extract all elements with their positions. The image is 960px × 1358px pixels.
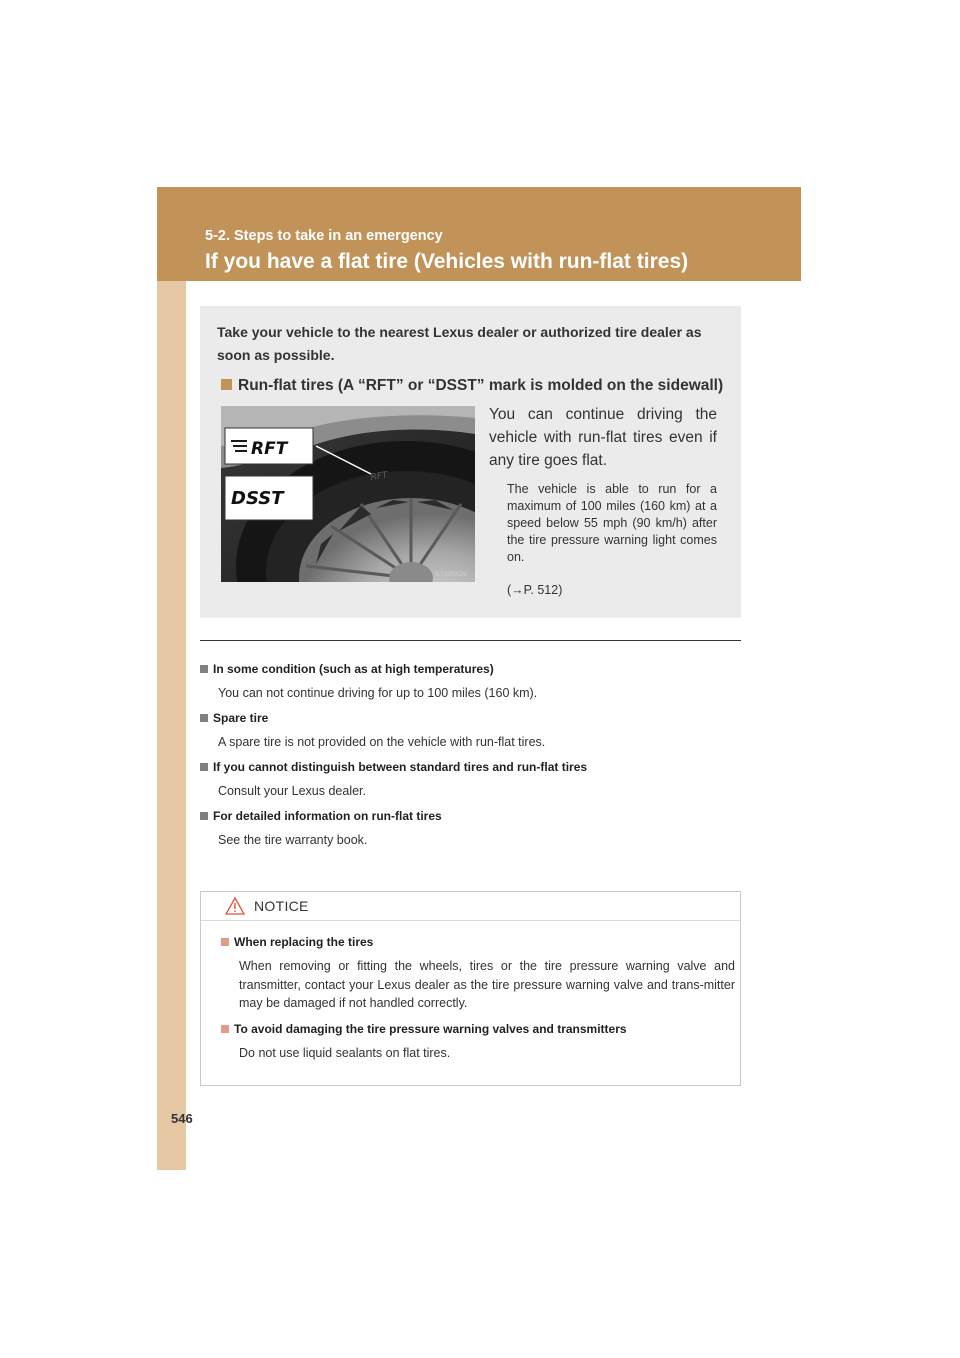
square-bullet-icon — [221, 379, 232, 390]
note-item — [200, 758, 741, 800]
chapter-header — [157, 187, 801, 281]
note-title: In some condition (such as at high temperatures) — [213, 662, 494, 676]
page-title: If you have a flat tire (Vehicles with run-flat tires) — [205, 250, 689, 273]
rft-badge-text: RFT — [251, 439, 288, 459]
note-text: See the tire warranty book. — [218, 833, 368, 847]
note-text: A spare tire is not provided on the vehicle with run-flat tires. — [218, 735, 546, 749]
sub-text: The vehicle is able to run for a maximum of 100 miles (160 km) at a speed below 55 mph (90 km/h) after the tire pressure warning light comes on. — [507, 482, 717, 564]
square-bullet-icon — [200, 665, 208, 673]
side-strip — [157, 187, 186, 1170]
box-heading — [221, 377, 723, 395]
square-bullet-icon — [221, 938, 229, 946]
notice-item-title: When replacing the tires — [234, 935, 374, 949]
note-text: You can not continue driving for up to 100 miles (160 km). — [218, 686, 538, 700]
notice-content — [201, 933, 740, 1069]
tire-figure — [221, 406, 475, 582]
notice-box — [200, 891, 741, 1086]
square-bullet-icon — [200, 812, 208, 820]
tire-illustration — [221, 406, 475, 582]
body-text: You can continue driving the vehicle with run-flat tires even if any tire goes flat. — [489, 406, 717, 469]
note-item — [200, 807, 741, 849]
notice-item-text: When removing or fitting the wheels, tires or the tire pressure warning valve and transmitter, contact your Lexus dealer as the tire pressure warning valve and trans-mitter may be damaged if not handled correctly. — [239, 959, 735, 1010]
page-reference: (→P. 512) — [507, 583, 563, 597]
square-bullet-icon — [221, 1025, 229, 1033]
notice-item — [201, 1020, 740, 1063]
note-title: For detailed information on run-flat tires — [213, 809, 442, 823]
square-bullet-icon — [200, 763, 208, 771]
note-item — [200, 709, 741, 751]
divider — [200, 640, 741, 641]
notes-list — [200, 660, 741, 856]
intro-text: Take your vehicle to the nearest Lexus dealer or authorized tire dealer as soon as possible. — [217, 324, 702, 363]
square-bullet-icon — [200, 714, 208, 722]
notice-item — [201, 933, 740, 1013]
note-title: If you cannot distinguish between standard tires and run-flat tires — [213, 760, 588, 774]
notice-header — [201, 892, 740, 921]
box-heading-text: Run-flat tires (A “RFT” or “DSST” mark is molded on the sidewall) — [238, 377, 724, 394]
warning-icon — [225, 897, 245, 915]
svg-text:RFT: RFT — [370, 470, 389, 483]
note-title: Spare tire — [213, 711, 269, 725]
note-text: Consult your Lexus dealer. — [218, 784, 367, 798]
figure-code: ILY52S029 — [435, 571, 467, 578]
notice-label: NOTICE — [254, 898, 309, 914]
notice-item-text: Do not use liquid sealants on flat tires. — [239, 1045, 451, 1060]
note-item — [200, 660, 741, 702]
page-number: 546 — [171, 1111, 193, 1126]
notice-item-title: To avoid damaging the tire pressure warning valves and transmitters — [234, 1021, 627, 1036]
dsst-badge-text: DSST — [231, 488, 284, 509]
section-label: 5-2. Steps to take in an emergency — [205, 228, 443, 244]
info-box — [200, 306, 741, 618]
